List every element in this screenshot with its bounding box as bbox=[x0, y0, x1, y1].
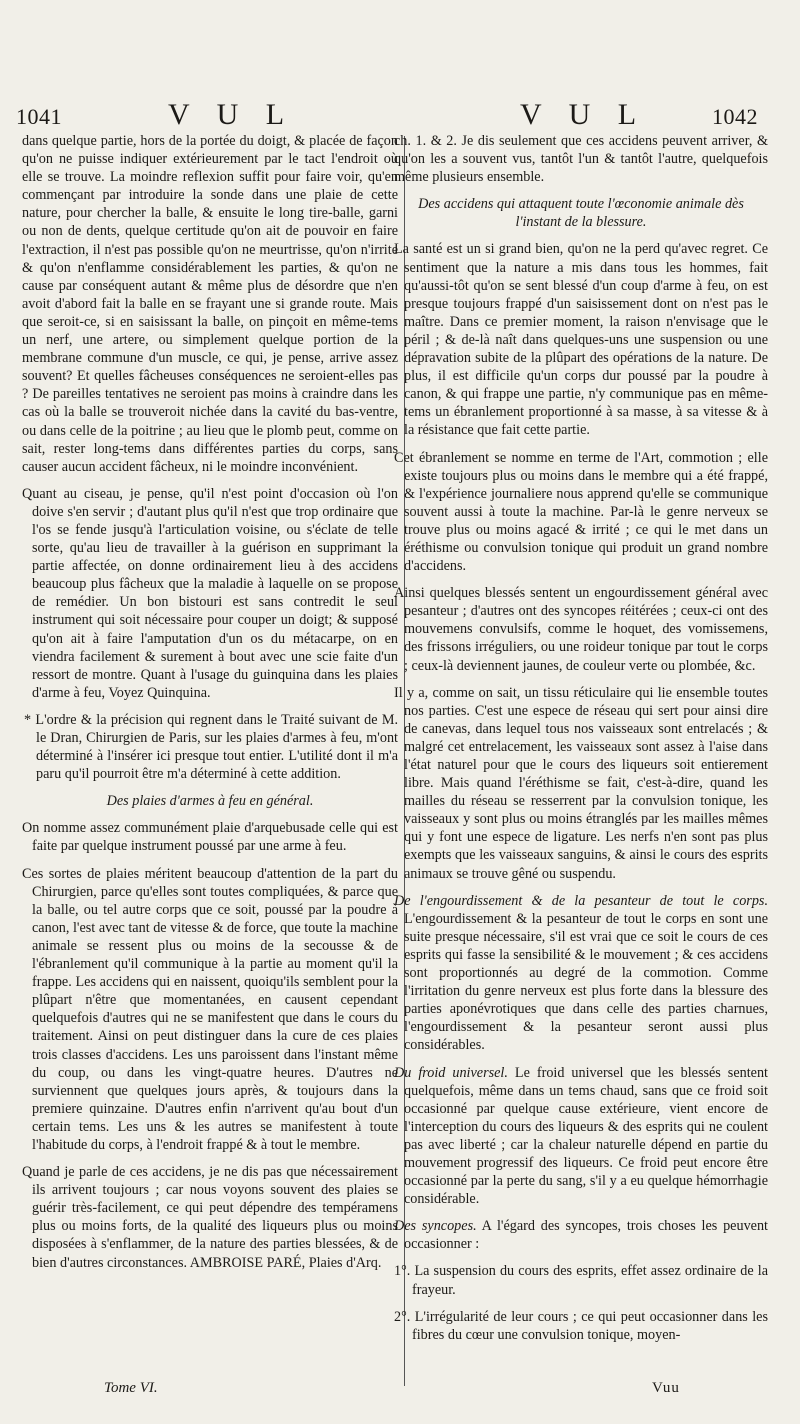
paragraph: Quand je parle de ces accidens, je ne dis pas que nécessairement ils arrivent toujours ; car nous voyons souvent des plaies se guérir très-facilement, ce qui peut dépendre des tempéramens plus ou moins forts, de la qualité des liqueurs plus ou moins disposées à s'enflammer, de la nature des parties blessées, & de bien d'autres circonstances. AMBROISE PARÉ, Plaies d'Arq. bbox=[22, 1164, 398, 1271]
headword-left: V U L bbox=[168, 98, 295, 131]
paragraph bbox=[394, 892, 768, 1055]
page-number-right: 1042 bbox=[712, 104, 758, 129]
subsection-lead: De l'engourdissement & de la pesanteur de tout le corps. bbox=[394, 892, 768, 909]
paragraph-body: A l'égard des syncopes, trois choses les peuvent occasionner : bbox=[404, 1218, 768, 1253]
paragraph bbox=[394, 1217, 768, 1253]
right-column bbox=[394, 132, 768, 1384]
paragraph: Cet ébranlement se nomme en terme de l'Art, commotion ; elle existe toujours plus ou moins dans le membre qui a été frappé, & l'expérience journaliere nous apprend qu'elle se communique souvent aussi à toute la machine. Par-là le genre nerveux se trouve plus ou moins agacé & irrité ; ce qui le met dans un éréthisme ou convulsion tonique qui produit un grand nombre d'accidens. bbox=[394, 449, 768, 575]
paragraph bbox=[394, 1064, 768, 1209]
paragraph: Ainsi quelques blessés sentent un engourdissement général avec pesanteur ; d'autres ont des syncopes réitérées ; ceux-ci ont des mouvemens convulsifs, comme le hoquet, des vomissemens, des frissons irréguliers, ou une roideur tonique par tout le corps ; ceux-là deviennent jaunes, de couleur verte ou plombée, &c. bbox=[394, 585, 768, 674]
left-column bbox=[22, 132, 398, 1384]
headword-right: V U L bbox=[520, 98, 647, 131]
paragraph: Ces sortes de plaies méritent beaucoup d'attention de la part du Chirurgien, parce qu'elles sont toutes compliquées, & parce que la balle, ou tel autre corps que ce soit, poussé par la poudre à canon, l'est avec tant de vitesse & de force, que toute la machine animale se ressent plus ou moins de la secousse & de l'ébranlement qu'il communique à la partie au moment qu'il la frappe. Les accidens qui en naissent, quoiqu'ils semblent pour la plûpart n'être que momentanées, en causent cependant quelquefois d'autres qui ne se manifestent que dans le cours du traitement. Ainsi on peut distinguer dans la cure de ces plaies trois classes d'accidens. Les uns paroissent dans l'instant même du coup, ou dans les vingt-quatre heures. D'autres ne surviennent que quelques jours après, & toujours dans la premiere quinzaine. D'autres enfin n'arrivent qu'au bout d'un certain tems. Les uns & les autres se manifestent à toute l'habitude du corps, à l'endroit frappé & à tout le membre. bbox=[22, 865, 398, 1153]
list-item: 1°. La suspension du cours des esprits, effet assez ordinaire de la frayeur. bbox=[394, 1263, 768, 1298]
subsection-lead: Du froid universel. bbox=[394, 1064, 508, 1081]
page-number-left: 1041 bbox=[16, 104, 62, 129]
paragraph: dans quelque partie, hors de la portée du doigt, & placée de façon qu'on ne puisse indiquer extérieurement par le tact l'endroit où elle se trouve. La moindre reflexion suffit pour faire voir, qu'en commençant par introduire la sonde dans une plaie de cette nature, pour chercher la balle, & ensuite le long tire-balle, garni ou non de dents, quelque certitude qu'on ait de pouvoir en faire l'extraction, il n'est pas possible qu'on ne meurtrisse, qu'on n'irrite & qu'on n'enflamme considérablement les parties, & qu'on ne cause par conséquent autant & même plus de désordre que n'en avoit d'abord fait la balle en se frayant une si grande route. Mais que seroit-ce, si en saisissant la balle, on pinçoit en même-tems un nerf, une artere, ou simplement quelque portion de la membrane commune d'un muscle, ce qui, je pense, arrive assez souvent? Et quelles fâcheuses conséquences ne seroient-elles pas ? De pareilles tentatives ne seroient pas moins à craindre dans les cas où la balle se trouveroit nichée dans la cavité du bas-ventre, ou dans celle de la poitrine ; au lieu que le plomb peut, comme on sait, rester long-tems dans différentes parties du corps, sans causer aucun accident fâcheux, ni le moindre inconvénient. bbox=[22, 133, 398, 475]
section-title: Des accidens qui attaquent toute l'œconomie animale dès l'instant de la blessure. bbox=[418, 196, 744, 231]
paragraph: La santé est un si grand bien, qu'on ne la perd qu'avec regret. Ce sentiment que la nature a mis dans tous les hommes, fait qu'aussi-tôt qu'on se sent blessé d'un coup d'arme à feu, on est presque toujours frappé d'un saisissement dont on n'est pas le maître. Dans ce premier moment, la raison n'envisage que le péril ; & de-là naît dans quelques-uns une suspension ou une dépravation subite de la plûpart des opérations de la nature. De plus, il est difficile qu'un corps dur poussé par la poudre à canon, & qui frappe une partie, n'y communique pas en même-tems un ébranlement proportionné à sa masse, à sa vitesse & à la résistance que fait cette partie. bbox=[394, 241, 768, 439]
paragraph: On nomme assez communément plaie d'arquebusade celle qui est faite par quelque instrument poussé par une arme à feu. bbox=[22, 820, 398, 855]
paragraph-body: L'engourdissement & la pesanteur de tout le corps en sont une suite presque nécessaire, s'il est vrai que ce soit le cours de ces esprits qui fasse la sensibilité & le mouvement ; & ces accidens sont proportionnés au degré de la commotion. Comme l'irritation du genre nerveux est plus forte dans la blessure des parties aponévrotiques que dans celle des parties charnues, l'engourdissement & la pesanteur seront aussi plus considérables. bbox=[404, 910, 768, 1054]
paragraph: ch. 1. & 2. Je dis seulement que ces accidens peuvent arriver, & qu'on les a souvent vus, tantôt l'un & tantôt l'autre, quelquefois même plusieurs ensemble. bbox=[394, 133, 768, 186]
editor-note: * L'ordre & la précision qui regnent dans le Traité suivant de M. le Dran, Chirurgien de Paris, sur les plaies d'armes à feu, m'ont déterminé à l'insérer ici presque tout entier. L'utilité dont il m'a paru qu'il pourroit être m'a déterminé à cette addition. bbox=[24, 711, 398, 783]
section-title: Des plaies d'armes à feu en général. bbox=[106, 793, 314, 810]
paragraph-body: Le froid universel que les blessés sentent quelquefois, même dans un tems chaud, sans que ce froid soit occasionné par quelque cause extérieure, vient encore de l'interception du cours des liqueurs & des esprits qui ne coulent pas avec liberté ; car la chaleur naturelle dépend en partie du mouvement progressif des liqueurs. Ce froid peut encore être occasionné par la perte du sang, s'il y a eu quelque hémorrhagie considérable. bbox=[404, 1064, 768, 1208]
list-item: 2°. L'irrégularité de leur cours ; ce qui peut occasionner dans les fibres du cœur une convulsion tonique, moyen- bbox=[394, 1308, 768, 1343]
paragraph: Quant au ciseau, je pense, qu'il n'est point d'occasion où l'on doive s'en servir ; d'autant plus qu'il n'est que trop ordinaire que l'os se fende jusqu'à l'articulation voisine, ou s'éclate de telle sorte, qu'au lieu de travailler à la guérison en supprimant la partie affectée, on donne ordinairement lieu à des accidens beaucoup plus fâcheux que la maladie à laquelle on se propose de remédier. Un bon bistouri est sans contredit le seul instrument qui soit nécessaire pour couper un doigt; & supposé qu'on ait à faire l'amputation d'un os du métacarpe, on en viendra facilement & surement à bout avec une scie faite d'un ressort de montre. Quant à l'usage du guinquina dans les plaies d'arme à feu, Voyez Quinquina. bbox=[22, 485, 398, 701]
signature-mark: Vuu bbox=[652, 1380, 680, 1396]
volume-label: Tome VI. bbox=[104, 1380, 158, 1396]
paragraph: Il y a, comme on sait, un tissu réticulaire qui lie ensemble toutes nos parties. C'est une espece de réseau qui sert pour ainsi dire de canevas, dans lequel tous nos vaisseaux sont entrelacés ; & malgré cet entrelacement, les vaisseaux sont assez à l'aise dans l'état naturel pour que le cours des liqueurs soit entierement libre. Mais quand l'éréthisme se fait, c'est-à-dire, quand les mailles du réseau se resserrent par la convulsion tonique, les vaisseaux y sont plus ou moins étranglés par les mailles mêmes qui y font une espece de ligature. Les nerfs n'en sont pas plus exempts que les vaisseaux sanguins, & ainsi le cours des esprits animaux se trouve gêné ou suspendu. bbox=[394, 684, 768, 882]
subsection-lead: Des syncopes. bbox=[394, 1218, 477, 1235]
